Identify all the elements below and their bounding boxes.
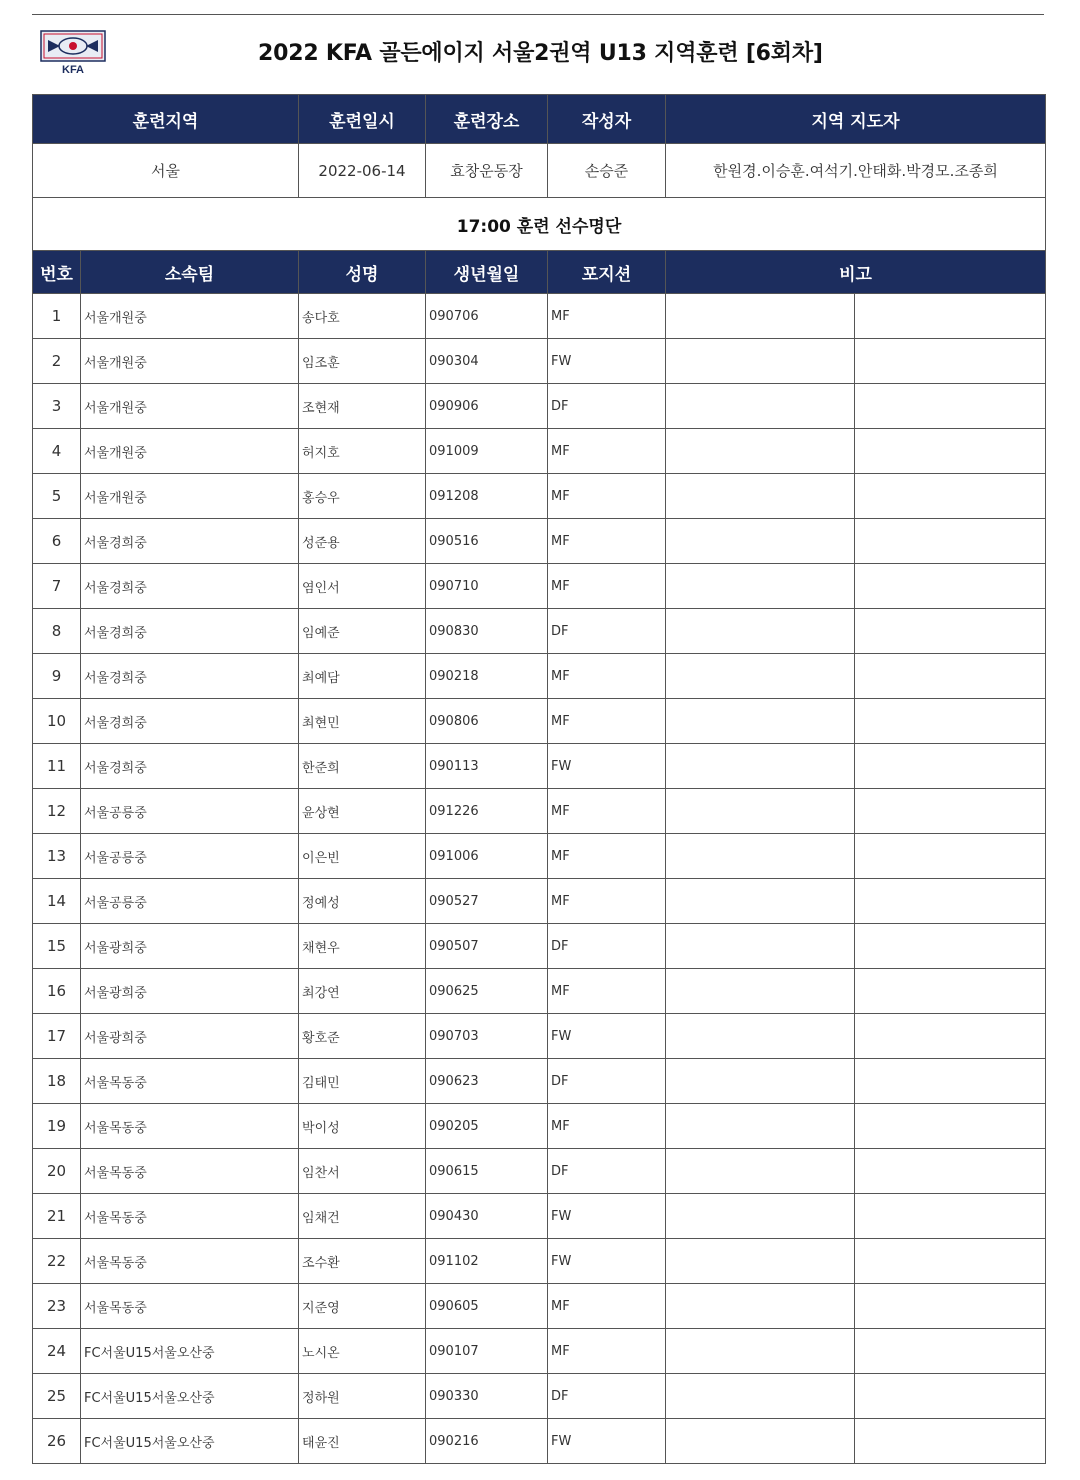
player-position: FW <box>548 1014 666 1059</box>
note-cell-b <box>855 924 1046 969</box>
note-cell-b <box>855 609 1046 654</box>
player-name: 최강연 <box>299 969 426 1014</box>
player-position: FW <box>548 1419 666 1464</box>
player-birthdate: 090706 <box>426 294 548 339</box>
player-name: 김태민 <box>299 1059 426 1104</box>
table-row <box>33 294 1046 339</box>
player-birthdate: 091208 <box>426 474 548 519</box>
player-team: FC서울U15서울오산중 <box>81 1374 299 1419</box>
player-number: 19 <box>33 1104 81 1149</box>
note-cell-a <box>666 879 855 924</box>
table-row <box>33 924 1046 969</box>
player-name: 채현우 <box>299 924 426 969</box>
player-birthdate: 091009 <box>426 429 548 474</box>
player-position: MF <box>548 654 666 699</box>
table-row <box>33 384 1046 429</box>
note-cell-b <box>855 1014 1046 1059</box>
note-cell-a <box>666 1059 855 1104</box>
column-header-name: 성명 <box>299 251 426 294</box>
player-birthdate: 090218 <box>426 654 548 699</box>
player-number: 6 <box>33 519 81 564</box>
note-cell-b <box>855 834 1046 879</box>
player-team: 서울경희중 <box>81 654 299 699</box>
player-birthdate: 090615 <box>426 1149 548 1194</box>
table-row <box>33 429 1046 474</box>
player-birthdate: 090113 <box>426 744 548 789</box>
player-position: MF <box>548 1284 666 1329</box>
table-row <box>33 1284 1046 1329</box>
table-row <box>33 519 1046 564</box>
player-name: 허지호 <box>299 429 426 474</box>
note-cell-b <box>855 789 1046 834</box>
table-row <box>33 1239 1046 1284</box>
note-cell-a <box>666 969 855 1014</box>
player-name: 최현민 <box>299 699 426 744</box>
player-birthdate: 090107 <box>426 1329 548 1374</box>
note-cell-a <box>666 699 855 744</box>
player-number: 3 <box>33 384 81 429</box>
session-title: 17:00 훈련 선수명단 <box>33 198 1046 251</box>
player-team: 서울광희중 <box>81 924 299 969</box>
note-cell-b <box>855 879 1046 924</box>
player-birthdate: 091226 <box>426 789 548 834</box>
player-team: FC서울U15서울오산중 <box>81 1419 299 1464</box>
player-position: FW <box>548 744 666 789</box>
player-name: 임예준 <box>299 609 426 654</box>
column-header-number: 번호 <box>33 251 81 294</box>
player-position: DF <box>548 609 666 654</box>
player-name: 박이성 <box>299 1104 426 1149</box>
note-cell-b <box>855 1059 1046 1104</box>
note-cell-a <box>666 384 855 429</box>
column-header-position: 포지션 <box>548 251 666 294</box>
info-header-row <box>33 95 1046 144</box>
table-row <box>33 834 1046 879</box>
player-number: 11 <box>33 744 81 789</box>
player-team: 서울광희중 <box>81 969 299 1014</box>
top-divider-line <box>32 14 1044 15</box>
player-number: 20 <box>33 1149 81 1194</box>
player-position: FW <box>548 1239 666 1284</box>
player-birthdate: 090205 <box>426 1104 548 1149</box>
player-team: 서울개원중 <box>81 339 299 384</box>
player-name: 송다호 <box>299 294 426 339</box>
player-team: 서울개원중 <box>81 384 299 429</box>
note-cell-a <box>666 564 855 609</box>
player-team: 서울공릉중 <box>81 789 299 834</box>
training-roster-table <box>32 94 1046 1464</box>
svg-text:KFA: KFA <box>62 64 84 76</box>
table-row <box>33 1014 1046 1059</box>
player-team: 서울개원중 <box>81 429 299 474</box>
player-team: 서울광희중 <box>81 1014 299 1059</box>
player-position: DF <box>548 924 666 969</box>
table-row <box>33 744 1046 789</box>
region-label: 훈련지역 <box>33 95 299 144</box>
roster-body <box>33 294 1046 1464</box>
player-number: 16 <box>33 969 81 1014</box>
note-cell-a <box>666 1419 855 1464</box>
datetime-value: 2022-06-14 <box>299 144 426 198</box>
note-cell-b <box>855 1239 1046 1284</box>
player-birthdate: 090527 <box>426 879 548 924</box>
player-birthdate: 090330 <box>426 1374 548 1419</box>
table-row <box>33 1104 1046 1149</box>
note-cell-b <box>855 519 1046 564</box>
player-position: MF <box>548 564 666 609</box>
player-team: FC서울U15서울오산중 <box>81 1329 299 1374</box>
player-position: FW <box>548 1194 666 1239</box>
player-birthdate: 090703 <box>426 1014 548 1059</box>
table-row <box>33 1374 1046 1419</box>
player-team: 서울개원중 <box>81 474 299 519</box>
venue-value: 효창운동장 <box>426 144 548 198</box>
note-cell-a <box>666 339 855 384</box>
table-row <box>33 1419 1046 1464</box>
player-position: MF <box>548 474 666 519</box>
table-row <box>33 1329 1046 1374</box>
author-label: 작성자 <box>548 95 666 144</box>
note-cell-a <box>666 924 855 969</box>
player-birthdate: 090430 <box>426 1194 548 1239</box>
player-number: 25 <box>33 1374 81 1419</box>
player-birthdate: 090625 <box>426 969 548 1014</box>
table-row <box>33 564 1046 609</box>
player-position: MF <box>548 699 666 744</box>
player-name: 이은빈 <box>299 834 426 879</box>
player-position: DF <box>548 1059 666 1104</box>
player-position: MF <box>548 1329 666 1374</box>
player-number: 22 <box>33 1239 81 1284</box>
player-number: 13 <box>33 834 81 879</box>
note-cell-b <box>855 1149 1046 1194</box>
note-cell-b <box>855 474 1046 519</box>
note-cell-b <box>855 339 1046 384</box>
note-cell-b <box>855 1284 1046 1329</box>
player-number: 17 <box>33 1014 81 1059</box>
player-number: 1 <box>33 294 81 339</box>
note-cell-a <box>666 474 855 519</box>
note-cell-a <box>666 519 855 564</box>
player-name: 임조훈 <box>299 339 426 384</box>
document-title: 2022 KFA 골든에이지 서울2권역 U13 지역훈련 [6회차] <box>258 41 823 66</box>
player-position: DF <box>548 384 666 429</box>
note-cell-a <box>666 654 855 699</box>
player-number: 4 <box>33 429 81 474</box>
player-position: MF <box>548 429 666 474</box>
player-team: 서울목동중 <box>81 1059 299 1104</box>
note-cell-b <box>855 1419 1046 1464</box>
info-value-row <box>33 144 1046 198</box>
note-cell-b <box>855 744 1046 789</box>
coaches-value: 한원경.이승훈.여석기.안태화.박경모.조종희 <box>666 144 1046 198</box>
player-number: 7 <box>33 564 81 609</box>
player-number: 12 <box>33 789 81 834</box>
note-cell-a <box>666 1239 855 1284</box>
player-position: FW <box>548 339 666 384</box>
note-cell-b <box>855 1104 1046 1149</box>
note-cell-b <box>855 969 1046 1014</box>
datetime-label: 훈련일시 <box>299 95 426 144</box>
table-row <box>33 1059 1046 1104</box>
roster-header-row <box>33 251 1046 294</box>
table-row <box>33 969 1046 1014</box>
player-team: 서울개원중 <box>81 294 299 339</box>
note-cell-a <box>666 429 855 474</box>
note-cell-a <box>666 1374 855 1419</box>
player-position: MF <box>548 879 666 924</box>
coaches-label: 지역 지도자 <box>666 95 1046 144</box>
player-team: 서울목동중 <box>81 1104 299 1149</box>
note-cell-a <box>666 1329 855 1374</box>
player-name: 정하원 <box>299 1374 426 1419</box>
table-row <box>33 879 1046 924</box>
player-name: 태윤진 <box>299 1419 426 1464</box>
note-cell-b <box>855 564 1046 609</box>
player-name: 성준용 <box>299 519 426 564</box>
player-team: 서울목동중 <box>81 1194 299 1239</box>
player-position: MF <box>548 519 666 564</box>
player-birthdate: 091006 <box>426 834 548 879</box>
note-cell-a <box>666 789 855 834</box>
player-name: 지준영 <box>299 1284 426 1329</box>
venue-label: 훈련장소 <box>426 95 548 144</box>
player-birthdate: 090216 <box>426 1419 548 1464</box>
player-number: 15 <box>33 924 81 969</box>
note-cell-b <box>855 1194 1046 1239</box>
player-name: 최예담 <box>299 654 426 699</box>
player-number: 26 <box>33 1419 81 1464</box>
note-cell-b <box>855 1374 1046 1419</box>
player-team: 서울목동중 <box>81 1284 299 1329</box>
player-team: 서울목동중 <box>81 1239 299 1284</box>
note-cell-a <box>666 1284 855 1329</box>
player-name: 정예성 <box>299 879 426 924</box>
player-position: MF <box>548 969 666 1014</box>
table-row <box>33 474 1046 519</box>
player-name: 홍승우 <box>299 474 426 519</box>
note-cell-a <box>666 1104 855 1149</box>
player-birthdate: 090605 <box>426 1284 548 1329</box>
player-number: 24 <box>33 1329 81 1374</box>
table-row <box>33 1149 1046 1194</box>
player-name: 임찬서 <box>299 1149 426 1194</box>
note-cell-a <box>666 1014 855 1059</box>
table-row <box>33 654 1046 699</box>
player-position: MF <box>548 1104 666 1149</box>
player-team: 서울경희중 <box>81 564 299 609</box>
player-position: DF <box>548 1374 666 1419</box>
note-cell-b <box>855 699 1046 744</box>
note-cell-a <box>666 744 855 789</box>
note-cell-a <box>666 834 855 879</box>
player-team: 서울경희중 <box>81 519 299 564</box>
note-cell-a <box>666 294 855 339</box>
player-name: 한준희 <box>299 744 426 789</box>
table-row <box>33 339 1046 384</box>
player-number: 10 <box>33 699 81 744</box>
table-row <box>33 609 1046 654</box>
player-position: MF <box>548 834 666 879</box>
player-team: 서울공릉중 <box>81 834 299 879</box>
player-name: 노시온 <box>299 1329 426 1374</box>
player-number: 21 <box>33 1194 81 1239</box>
player-birthdate: 090906 <box>426 384 548 429</box>
session-title-row <box>33 198 1046 251</box>
author-value: 손승준 <box>548 144 666 198</box>
player-name: 조수환 <box>299 1239 426 1284</box>
player-position: MF <box>548 789 666 834</box>
table-row <box>33 1194 1046 1239</box>
player-number: 23 <box>33 1284 81 1329</box>
player-team: 서울목동중 <box>81 1149 299 1194</box>
player-birthdate: 090830 <box>426 609 548 654</box>
player-position: MF <box>548 294 666 339</box>
note-cell-a <box>666 1149 855 1194</box>
player-number: 14 <box>33 879 81 924</box>
player-number: 18 <box>33 1059 81 1104</box>
column-header-note: 비고 <box>666 251 1046 294</box>
note-cell-a <box>666 609 855 654</box>
note-cell-b <box>855 294 1046 339</box>
player-position: DF <box>548 1149 666 1194</box>
player-name: 염인서 <box>299 564 426 609</box>
player-number: 5 <box>33 474 81 519</box>
player-team: 서울경희중 <box>81 699 299 744</box>
player-birthdate: 091102 <box>426 1239 548 1284</box>
player-team: 서울공릉중 <box>81 879 299 924</box>
player-birthdate: 090623 <box>426 1059 548 1104</box>
player-number: 2 <box>33 339 81 384</box>
kfa-logo <box>40 30 106 76</box>
column-header-birth: 생년월일 <box>426 251 548 294</box>
note-cell-a <box>666 1194 855 1239</box>
player-team: 서울경희중 <box>81 609 299 654</box>
region-value: 서울 <box>33 144 299 198</box>
column-header-team: 소속팀 <box>81 251 299 294</box>
table-row <box>33 789 1046 834</box>
note-cell-b <box>855 384 1046 429</box>
player-team: 서울경희중 <box>81 744 299 789</box>
player-name: 조현재 <box>299 384 426 429</box>
player-name: 황호준 <box>299 1014 426 1059</box>
note-cell-b <box>855 429 1046 474</box>
player-birthdate: 090507 <box>426 924 548 969</box>
player-birthdate: 090304 <box>426 339 548 384</box>
note-cell-b <box>855 654 1046 699</box>
player-birthdate: 090710 <box>426 564 548 609</box>
player-name: 임채건 <box>299 1194 426 1239</box>
player-number: 8 <box>33 609 81 654</box>
player-number: 9 <box>33 654 81 699</box>
player-birthdate: 090516 <box>426 519 548 564</box>
note-cell-b <box>855 1329 1046 1374</box>
table-row <box>33 699 1046 744</box>
player-name: 윤상현 <box>299 789 426 834</box>
player-birthdate: 090806 <box>426 699 548 744</box>
